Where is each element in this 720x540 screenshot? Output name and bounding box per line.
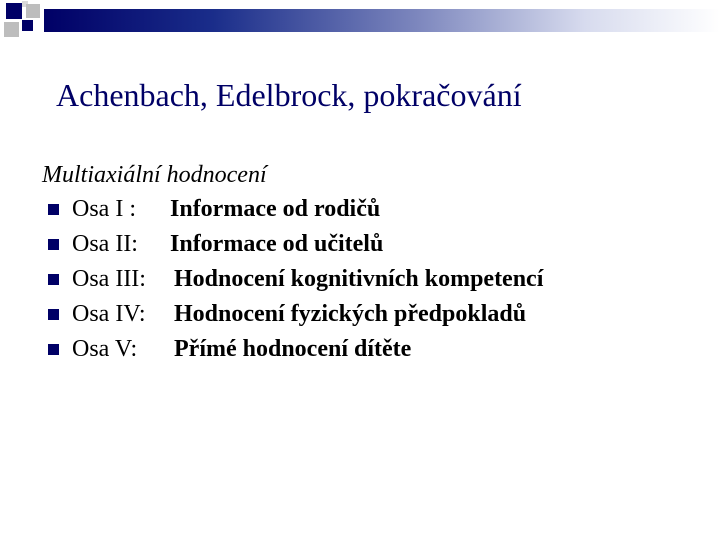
list-item bbox=[42, 262, 702, 297]
header-gradient-bar bbox=[44, 9, 720, 32]
corner-square-navy-icon bbox=[22, 20, 33, 31]
slide-content bbox=[42, 158, 702, 367]
square-bullet-icon bbox=[48, 344, 59, 355]
corner-square-navy-icon bbox=[6, 3, 22, 19]
list-item bbox=[42, 192, 702, 227]
square-bullet-icon bbox=[48, 239, 59, 250]
axis-label: Osa II: bbox=[72, 231, 138, 257]
list-item bbox=[42, 297, 702, 332]
square-bullet-icon bbox=[48, 309, 59, 320]
axis-label: Osa IV: bbox=[72, 301, 146, 327]
square-bullet-icon bbox=[48, 204, 59, 215]
axis-label: Osa I : bbox=[72, 196, 136, 222]
axis-description: Informace od učitelů bbox=[170, 231, 384, 257]
axis-label: Osa III: bbox=[72, 266, 146, 292]
slide-title: Achenbach, Edelbrock, pokračování bbox=[56, 77, 522, 113]
axis-label: Osa V: bbox=[72, 336, 138, 362]
axis-description: Informace od rodičů bbox=[170, 196, 381, 222]
corner-square-gray-icon bbox=[26, 4, 40, 18]
list-item bbox=[42, 227, 702, 262]
axis-list bbox=[42, 192, 702, 367]
axis-description: Hodnocení kognitivních kompetencí bbox=[174, 266, 544, 292]
slide-subtitle: Multiaxiální hodnocení bbox=[42, 162, 267, 188]
axis-description: Přímé hodnocení dítěte bbox=[174, 336, 412, 362]
list-item bbox=[42, 332, 702, 367]
axis-description: Hodnocení fyzických předpokladů bbox=[174, 301, 527, 327]
corner-square-gray-icon bbox=[4, 22, 19, 37]
square-bullet-icon bbox=[48, 274, 59, 285]
